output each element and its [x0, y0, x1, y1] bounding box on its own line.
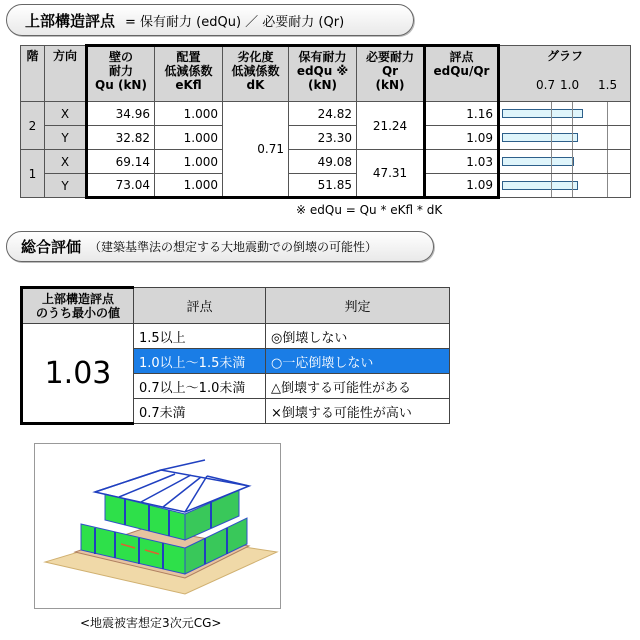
graph-cell: [499, 150, 631, 174]
min-score-value: 1.03: [22, 324, 134, 424]
formula-footnote: ※ edQu = Qu * eKfl * dK: [296, 203, 443, 217]
section-note: （建築基準法の想定する大地震動での倒壊の可能性）: [89, 240, 378, 254]
graph-reference-line: [607, 102, 608, 125]
tick-label-0.7: 0.7: [536, 78, 556, 92]
ekfl-cell: 1.000: [155, 102, 223, 126]
graph-reference-line: [551, 102, 552, 125]
header-score: 評点 edQu/Qr: [425, 46, 499, 102]
graph-reference-line: [551, 174, 552, 197]
tick-label-1.0: 1.0: [560, 78, 580, 92]
evaluation-table: [20, 44, 631, 199]
graph-cell: [499, 126, 631, 150]
range-cell: 0.7以上～1.0未満: [134, 374, 266, 399]
tick-label-1.5: 1.5: [598, 78, 618, 92]
score-bar: [502, 109, 583, 118]
qu-cell: 34.96: [87, 102, 155, 126]
qr-cell: 47.31: [357, 150, 425, 198]
range-cell: 0.7未満: [134, 399, 266, 424]
score-cell: 1.16: [425, 102, 499, 126]
header-qu: 壁の 耐力 Qu (kN): [87, 46, 155, 102]
header-dk: 劣化度 低減係数 dK: [223, 46, 289, 102]
score-bar: [502, 181, 578, 190]
direction-cell: X: [45, 102, 87, 126]
direction-cell: Y: [45, 126, 87, 150]
image-caption: <地震被害想定3次元CG>: [80, 616, 222, 630]
score-bar: [502, 133, 578, 142]
judgement-cell: ○一応倒壊しない: [266, 349, 450, 374]
edqu-cell: 51.85: [289, 174, 357, 198]
table-row: [21, 174, 631, 198]
qu-cell: 73.04: [87, 174, 155, 198]
edqu-cell: 49.08: [289, 150, 357, 174]
score-cell: 1.09: [425, 126, 499, 150]
table-row: [22, 324, 450, 349]
graph-reference-line: [572, 174, 573, 197]
section-title-overall: [6, 231, 434, 262]
header-edqu: 保有耐力 edQu ※ (kN): [289, 46, 357, 102]
ekfl-cell: 1.000: [155, 126, 223, 150]
graph-reference-line: [607, 126, 608, 149]
direction-cell: X: [45, 150, 87, 174]
earthquake-damage-3d-image: [34, 443, 281, 609]
graph-reference-line: [551, 126, 552, 149]
score-bar: [502, 157, 574, 166]
graph-reference-line: [607, 150, 608, 173]
graph-reference-line: [551, 150, 552, 173]
edqu-cell: 23.30: [289, 126, 357, 150]
floor-cell: 2: [21, 102, 45, 150]
range-cell: 1.5以上: [134, 324, 266, 349]
floor-cell: 1: [21, 150, 45, 198]
header-min-score: 上部構造評点 のうち最小の値: [22, 288, 134, 324]
judgement-cell: △倒壊する可能性がある: [266, 374, 450, 399]
score-cell: 1.09: [425, 174, 499, 198]
header-range: 評点: [134, 288, 266, 324]
section-title-upper-structure: [6, 4, 414, 36]
header-qr: 必要耐力 Qr (kN): [357, 46, 425, 102]
section-title-text: 上部構造評点: [25, 11, 116, 30]
ekfl-cell: 1.000: [155, 150, 223, 174]
header-judgement: 判定: [266, 288, 450, 324]
ekfl-cell: 1.000: [155, 174, 223, 198]
edqu-cell: 24.82: [289, 102, 357, 126]
graph-cell: [499, 102, 631, 126]
summary-table: [20, 286, 450, 425]
graph-reference-line: [572, 150, 573, 173]
table-row: [21, 126, 631, 150]
judgement-cell: ×倒壊する可能性が高い: [266, 399, 450, 424]
dk-cell: 0.71: [223, 102, 289, 198]
graph-reference-line: [607, 174, 608, 197]
formula-text: = 保有耐力 (edQu) ／ 必要耐力 (Qr): [125, 14, 345, 30]
graph-reference-line: [572, 126, 573, 149]
qu-cell: 32.82: [87, 126, 155, 150]
header-ekfl: 配置 低減係数 eKfl: [155, 46, 223, 102]
header-direction: 方向: [45, 46, 87, 102]
qr-cell: 21.24: [357, 102, 425, 150]
header-floor: 階: [21, 46, 45, 102]
judgement-cell: ◎倒壊しない: [266, 324, 450, 349]
header-graph: グラフ 0.7 1.0 1.5: [499, 46, 631, 102]
table-row: [21, 102, 631, 126]
section-title-text: 総合評価: [21, 238, 82, 256]
graph-cell: [499, 174, 631, 198]
graph-reference-line: [572, 102, 573, 125]
direction-cell: Y: [45, 174, 87, 198]
house-3d-illustration: [35, 444, 280, 608]
table-row: [21, 150, 631, 174]
range-cell: 1.0以上～1.5未満: [134, 349, 266, 374]
score-cell: 1.03: [425, 150, 499, 174]
qu-cell: 69.14: [87, 150, 155, 174]
